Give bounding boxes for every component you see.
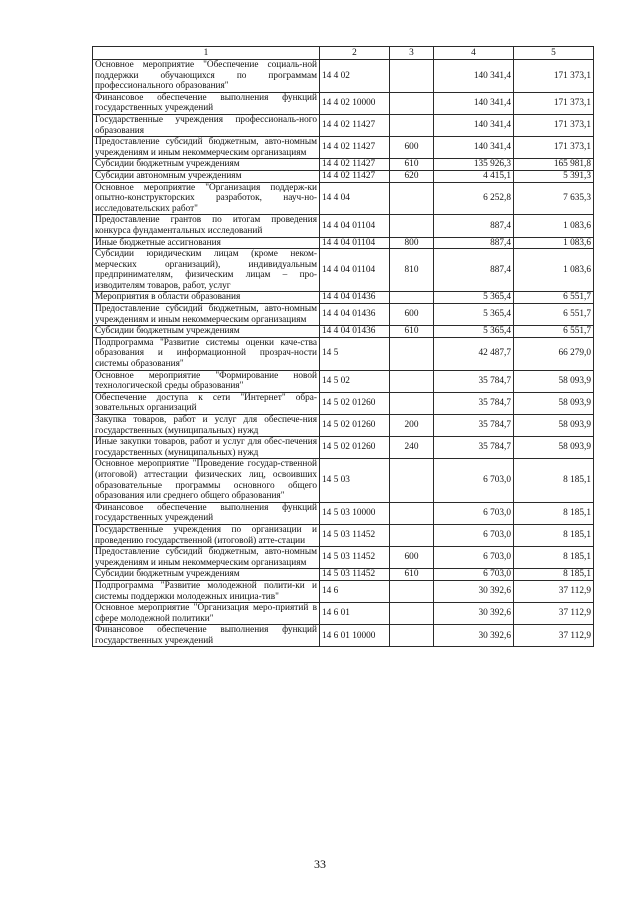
row-name-cell: Предоставление субсидий бюджетным, авто-номным учреждениям и иным некоммерческим организациям — [93, 304, 320, 326]
table-row — [93, 92, 594, 114]
row-expense-type-cell — [390, 92, 434, 114]
row-value-2-cell: 171 373,1 — [514, 114, 594, 136]
header-cell-code: 2 — [320, 47, 390, 60]
row-value-1-cell: 6 703,0 — [434, 569, 514, 581]
row-expense-type-cell — [390, 625, 434, 647]
row-code-cell: 14 4 02 — [320, 60, 390, 93]
row-code-cell: 14 4 02 11427 — [320, 170, 390, 182]
row-name-cell: Подпрограмма "Развитие молодежной полити-ки и системы поддержки молодежных инициа-тив" — [93, 580, 320, 602]
row-name-cell: Подпрограмма "Развитие системы оценки каче-ства образования и информационной прозрач-ности системы образования" — [93, 337, 320, 370]
row-name-cell: Закупка товаров, работ и услуг для обеспече-ния государственных (муниципальных) нужд — [93, 415, 320, 437]
table-row — [93, 137, 594, 159]
row-value-2-cell: 171 373,1 — [514, 92, 594, 114]
row-value-1-cell: 6 703,0 — [434, 547, 514, 569]
row-value-2-cell: 7 635,3 — [514, 182, 594, 215]
page-number: 33 — [314, 857, 326, 871]
row-value-1-cell: 5 365,4 — [434, 304, 514, 326]
row-name-cell: Основное мероприятие "Организация поддерж-ки опытно-конструкторских разработок, науч-но-исследовательских работ" — [93, 182, 320, 215]
row-code-cell: 14 5 — [320, 337, 390, 370]
row-value-2-cell: 5 391,3 — [514, 170, 594, 182]
table-row — [93, 326, 594, 338]
row-value-2-cell: 8 185,1 — [514, 547, 594, 569]
table-row — [93, 415, 594, 437]
row-value-2-cell: 37 112,9 — [514, 580, 594, 602]
table-row — [93, 625, 594, 647]
row-expense-type-cell — [390, 370, 434, 392]
row-code-cell: 14 5 03 11452 — [320, 547, 390, 569]
row-value-2-cell: 6 551,7 — [514, 326, 594, 338]
row-name-cell: Государственные учреждения профессиональ-ного образования — [93, 114, 320, 136]
row-value-1-cell: 30 392,6 — [434, 603, 514, 625]
row-value-2-cell: 37 112,9 — [514, 603, 594, 625]
table-row — [93, 337, 594, 370]
row-code-cell: 14 5 02 01260 — [320, 415, 390, 437]
row-value-1-cell: 140 341,4 — [434, 114, 514, 136]
row-value-1-cell: 35 784,7 — [434, 415, 514, 437]
row-value-1-cell: 140 341,4 — [434, 60, 514, 93]
row-name-cell: Субсидии бюджетным учреждениям — [93, 159, 320, 171]
row-code-cell: 14 4 04 01104 — [320, 249, 390, 292]
header-cell-value-1: 4 — [434, 47, 514, 60]
row-code-cell: 14 5 02 01260 — [320, 437, 390, 459]
row-name-cell: Мероприятия в области образования — [93, 292, 320, 304]
table-row — [93, 182, 594, 215]
row-expense-type-cell — [390, 580, 434, 602]
row-value-1-cell: 5 365,4 — [434, 292, 514, 304]
row-code-cell: 14 4 02 11427 — [320, 114, 390, 136]
table-row — [93, 170, 594, 182]
row-code-cell: 14 6 — [320, 580, 390, 602]
row-value-2-cell: 58 093,9 — [514, 370, 594, 392]
row-value-1-cell: 887,4 — [434, 237, 514, 249]
row-value-2-cell: 58 093,9 — [514, 415, 594, 437]
row-name-cell: Обеспечение доступа к сети "Интернет" обра-зовательных организаций — [93, 392, 320, 414]
row-name-cell: Финансовое обеспечение выполнения функций государственных учреждений — [93, 625, 320, 647]
budget-table — [92, 46, 594, 647]
row-value-2-cell: 37 112,9 — [514, 625, 594, 647]
table-row — [93, 60, 594, 93]
row-expense-type-cell: 600 — [390, 304, 434, 326]
row-code-cell: 14 6 01 10000 — [320, 625, 390, 647]
row-code-cell: 14 4 04 01436 — [320, 326, 390, 338]
row-expense-type-cell: 610 — [390, 569, 434, 581]
row-value-1-cell: 135 926,3 — [434, 159, 514, 171]
budget-table-body — [93, 47, 594, 647]
row-expense-type-cell: 600 — [390, 137, 434, 159]
row-code-cell: 14 4 02 11427 — [320, 137, 390, 159]
row-name-cell: Предоставление грантов по итогам проведения конкурса фундаментальных исследований — [93, 215, 320, 237]
row-expense-type-cell — [390, 182, 434, 215]
row-value-2-cell: 8 185,1 — [514, 502, 594, 524]
row-value-1-cell: 35 784,7 — [434, 370, 514, 392]
row-code-cell: 14 6 01 — [320, 603, 390, 625]
table-row — [93, 459, 594, 502]
header-cell-value-2: 5 — [514, 47, 594, 60]
row-code-cell: 14 4 04 — [320, 182, 390, 215]
row-expense-type-cell — [390, 603, 434, 625]
row-value-1-cell: 6 703,0 — [434, 502, 514, 524]
table-row — [93, 292, 594, 304]
row-value-1-cell: 887,4 — [434, 249, 514, 292]
row-code-cell: 14 4 04 01104 — [320, 215, 390, 237]
row-expense-type-cell — [390, 524, 434, 546]
table-row — [93, 304, 594, 326]
row-code-cell: 14 5 02 — [320, 370, 390, 392]
row-expense-type-cell: 610 — [390, 159, 434, 171]
row-value-2-cell: 171 373,1 — [514, 60, 594, 93]
row-value-2-cell: 171 373,1 — [514, 137, 594, 159]
row-name-cell: Субсидии бюджетным учреждениям — [93, 326, 320, 338]
row-value-1-cell: 42 487,7 — [434, 337, 514, 370]
row-name-cell: Субсидии бюджетным учреждениям — [93, 569, 320, 581]
table-row — [93, 569, 594, 581]
row-expense-type-cell: 610 — [390, 326, 434, 338]
header-cell-type: 3 — [390, 47, 434, 60]
row-name-cell: Иные бюджетные ассигнования — [93, 237, 320, 249]
table-row — [93, 114, 594, 136]
row-value-1-cell: 30 392,6 — [434, 580, 514, 602]
table-row — [93, 249, 594, 292]
row-expense-type-cell — [390, 337, 434, 370]
row-name-cell: Предоставление субсидий бюджетным, авто-номным учреждениям и иным некоммерческим организациям — [93, 137, 320, 159]
table-row — [93, 524, 594, 546]
row-value-2-cell: 1 083,6 — [514, 249, 594, 292]
row-name-cell: Основное мероприятие "Формирование новой технологической среды образования" — [93, 370, 320, 392]
row-expense-type-cell — [390, 459, 434, 502]
row-code-cell: 14 4 04 01436 — [320, 304, 390, 326]
row-name-cell: Государственные учреждения по организации и проведению государственной (итоговой) атте-стации — [93, 524, 320, 546]
row-name-cell: Финансовое обеспечение выполнения функций государственных учреждений — [93, 502, 320, 524]
table-row — [93, 437, 594, 459]
row-value-2-cell: 8 185,1 — [514, 569, 594, 581]
row-value-1-cell: 6 703,0 — [434, 524, 514, 546]
table-row — [93, 370, 594, 392]
row-value-1-cell: 140 341,4 — [434, 137, 514, 159]
row-value-1-cell: 35 784,7 — [434, 392, 514, 414]
header-cell-name: 1 — [93, 47, 320, 60]
row-expense-type-cell: 810 — [390, 249, 434, 292]
row-value-1-cell: 887,4 — [434, 215, 514, 237]
row-name-cell: Основное мероприятие "Организация меро-приятий в сфере молодежной политики" — [93, 603, 320, 625]
table-header-row — [93, 47, 594, 60]
row-code-cell: 14 4 02 10000 — [320, 92, 390, 114]
row-value-2-cell: 1 083,6 — [514, 237, 594, 249]
row-code-cell: 14 4 04 01436 — [320, 292, 390, 304]
row-code-cell: 14 5 03 — [320, 459, 390, 502]
row-expense-type-cell — [390, 292, 434, 304]
row-name-cell: Иные закупки товаров, работ и услуг для обес-печения государственных (муниципальных) нужд — [93, 437, 320, 459]
row-code-cell: 14 5 03 11452 — [320, 569, 390, 581]
row-value-2-cell: 58 093,9 — [514, 437, 594, 459]
row-name-cell: Основное мероприятие "Обеспечение социаль-ной поддержки обучающихся по программам профессионального образования" — [93, 60, 320, 93]
row-value-2-cell: 165 981,8 — [514, 159, 594, 171]
row-expense-type-cell: 600 — [390, 547, 434, 569]
row-name-cell: Субсидии автономным учреждениям — [93, 170, 320, 182]
row-expense-type-cell — [390, 114, 434, 136]
row-code-cell: 14 4 02 11427 — [320, 159, 390, 171]
row-value-1-cell: 30 392,6 — [434, 625, 514, 647]
row-name-cell: Предоставление субсидий бюджетным, авто-номным учреждениям и иным некоммерческим организациям — [93, 547, 320, 569]
row-expense-type-cell: 620 — [390, 170, 434, 182]
row-code-cell: 14 5 02 01260 — [320, 392, 390, 414]
table-row — [93, 547, 594, 569]
table-row — [93, 603, 594, 625]
row-value-2-cell: 8 185,1 — [514, 524, 594, 546]
row-value-1-cell: 35 784,7 — [434, 437, 514, 459]
row-value-1-cell: 6 703,0 — [434, 459, 514, 502]
row-value-1-cell: 5 365,4 — [434, 326, 514, 338]
table-row — [93, 502, 594, 524]
row-code-cell: 14 4 04 01104 — [320, 237, 390, 249]
row-expense-type-cell — [390, 215, 434, 237]
row-expense-type-cell: 200 — [390, 415, 434, 437]
row-value-2-cell: 6 551,7 — [514, 292, 594, 304]
table-row — [93, 159, 594, 171]
row-value-1-cell: 4 415,1 — [434, 170, 514, 182]
table-row — [93, 392, 594, 414]
row-value-2-cell: 58 093,9 — [514, 392, 594, 414]
row-value-2-cell: 66 279,0 — [514, 337, 594, 370]
row-value-2-cell: 8 185,1 — [514, 459, 594, 502]
row-name-cell: Основное мероприятие "Проведение государ-ственной (итоговой) аттестации физических лиц, освоивших образовательные программы основного общего образования или среднего общего образования" — [93, 459, 320, 502]
row-value-2-cell: 1 083,6 — [514, 215, 594, 237]
row-name-cell: Финансовое обеспечение выполнения функций государственных учреждений — [93, 92, 320, 114]
row-code-cell: 14 5 03 10000 — [320, 502, 390, 524]
row-expense-type-cell: 800 — [390, 237, 434, 249]
row-name-cell: Субсидии юридическим лицам (кроме неком-мерческих организаций), индивидуальным предпринимателям, физическим лицам – про-изводителям товаров, работ, услуг — [93, 249, 320, 292]
row-code-cell: 14 5 03 11452 — [320, 524, 390, 546]
row-expense-type-cell — [390, 502, 434, 524]
table-row — [93, 237, 594, 249]
row-expense-type-cell: 240 — [390, 437, 434, 459]
row-value-1-cell: 140 341,4 — [434, 92, 514, 114]
row-expense-type-cell — [390, 60, 434, 93]
row-value-2-cell: 6 551,7 — [514, 304, 594, 326]
table-row — [93, 215, 594, 237]
row-value-1-cell: 6 252,8 — [434, 182, 514, 215]
table-row — [93, 580, 594, 602]
row-expense-type-cell — [390, 392, 434, 414]
